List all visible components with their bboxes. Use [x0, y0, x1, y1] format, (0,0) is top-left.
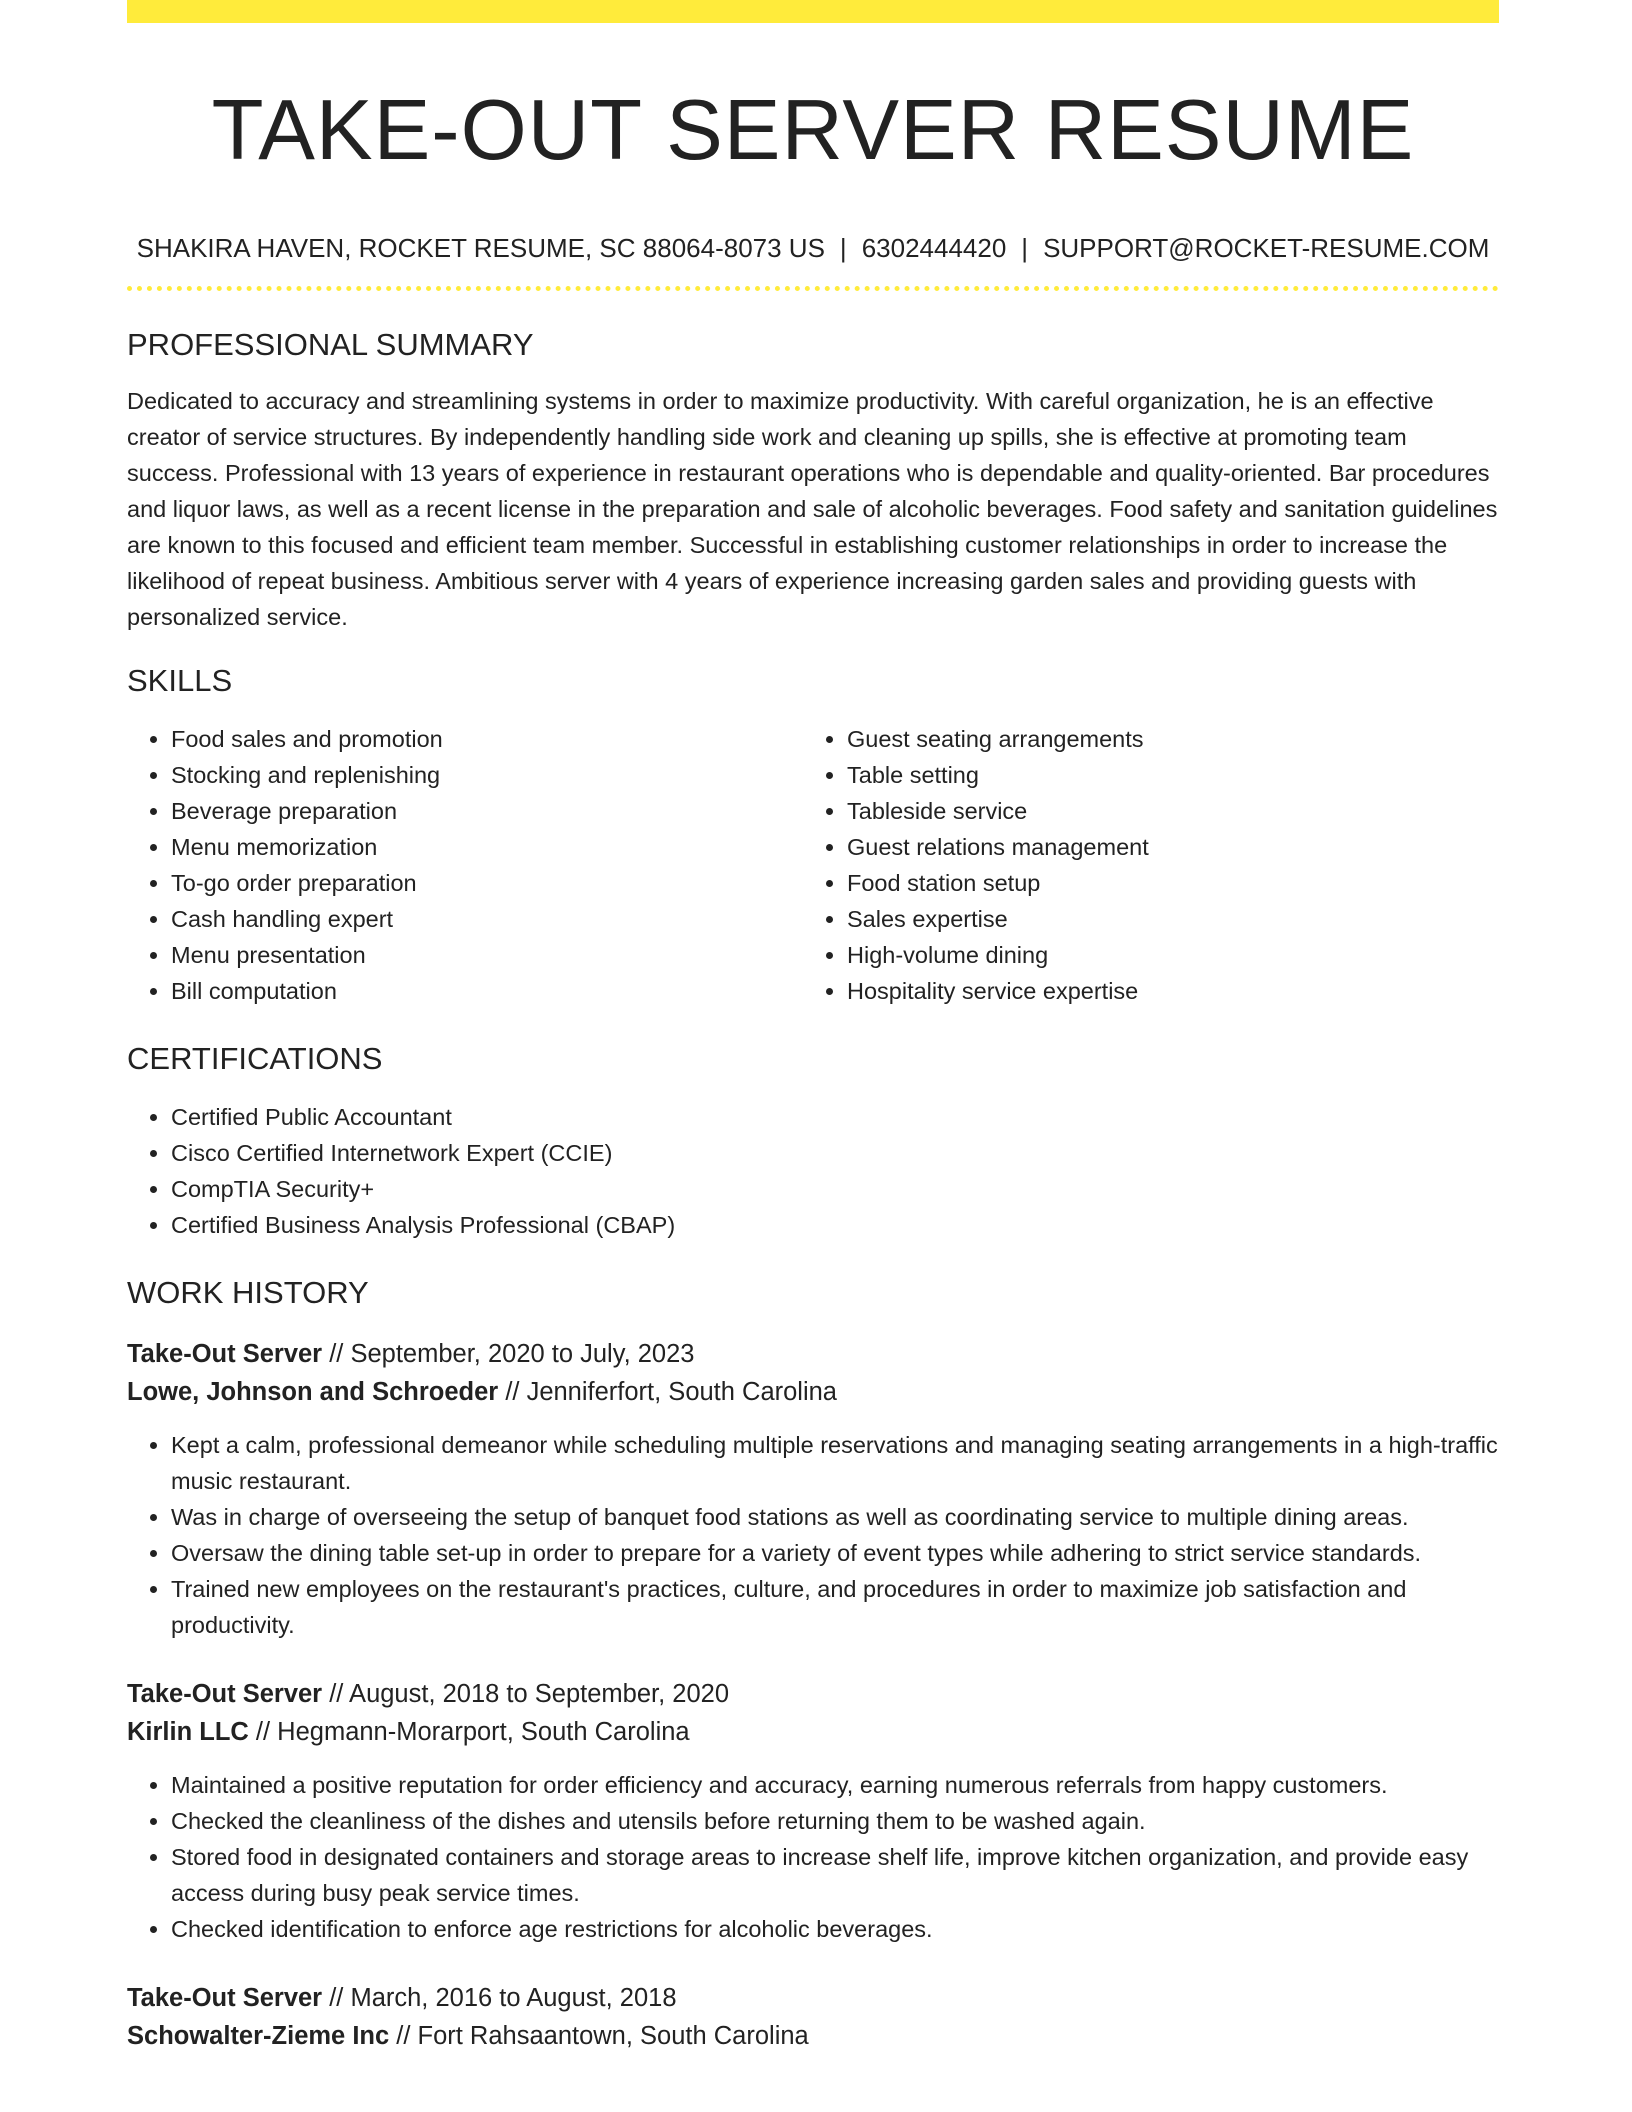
contact-address: SHAKIRA HAVEN, ROCKET RESUME, SC 88064-8073 US [136, 233, 825, 263]
certification-item: • Certified Public Accountant [171, 1099, 1499, 1135]
skill-item: • Guest relations management [847, 829, 1479, 865]
job-duty-item: • Oversaw the dining table set-up in order to prepare for a variety of event types while adhering to strict service standards. [171, 1535, 1499, 1571]
skills-column-right [803, 721, 1479, 1009]
skills-list [127, 721, 1499, 1009]
job-duty-item: • Trained new employees on the restaurant's practices, culture, and procedures in order to maximize job satisfaction and productivity. [171, 1571, 1499, 1643]
job-title-line [127, 1979, 1499, 2017]
certification-item: • Certified Business Analysis Professional (CBAP) [171, 1207, 1499, 1243]
job-duty-item: • Kept a calm, professional demeanor while scheduling multiple reservations and managing seating arrangements in a high-traffic music restaurant. [171, 1427, 1499, 1499]
skill-item: • Food sales and promotion [171, 721, 803, 757]
skill-item: • Bill computation [171, 973, 803, 1009]
skills-column-left [127, 721, 803, 1009]
contact-phone: 6302444420 [861, 233, 1007, 263]
job-location: // Hegmann-Morarport, South Carolina [248, 1718, 690, 1746]
skill-item: • Food station setup [847, 865, 1479, 901]
job-title: Take-Out Server [127, 1340, 323, 1368]
job-dates: // March, 2016 to August, 2018 [322, 1984, 677, 2012]
work-history-heading: WORK HISTORY [127, 1275, 369, 1310]
skill-item: • Sales expertise [847, 901, 1479, 937]
job-company: Lowe, Johnson and Schroeder [127, 1378, 499, 1406]
contact-separator: | [839, 233, 847, 263]
skill-item: • Cash handling expert [171, 901, 803, 937]
job-company: Schowalter-Zieme Inc [127, 2022, 390, 2050]
skill-item: • Tableside service [847, 793, 1479, 829]
skill-item: • Stocking and replenishing [171, 757, 803, 793]
job-entry [127, 1979, 1499, 2055]
skill-item: • Menu presentation [171, 937, 803, 973]
job-entry [127, 1335, 1499, 1643]
contact-line [127, 232, 1499, 264]
job-duty-item: • Stored food in designated containers and storage areas to increase shelf life, improve kitchen organization, and provide easy access during busy peak service times. [171, 1839, 1499, 1911]
job-duty-item: • Checked identification to enforce age restrictions for alcoholic beverages. [171, 1911, 1499, 1947]
job-dates: // September, 2020 to July, 2023 [322, 1340, 695, 1368]
job-duties [127, 1767, 1499, 1947]
resume-page [127, 0, 1499, 2055]
job-location: // Fort Rahsaantown, South Carolina [389, 2022, 809, 2050]
job-title: Take-Out Server [127, 1984, 323, 2012]
skill-item: • To-go order preparation [171, 865, 803, 901]
job-title: Take-Out Server [127, 1680, 323, 1708]
skill-item: • Guest seating arrangements [847, 721, 1479, 757]
certification-item: • CompTIA Security+ [171, 1171, 1499, 1207]
job-duty-item: • Checked the cleanliness of the dishes and utensils before returning them to be washed again. [171, 1803, 1499, 1839]
job-company: Kirlin LLC [127, 1718, 249, 1746]
job-dates: // August, 2018 to September, 2020 [322, 1680, 730, 1708]
job-title-line [127, 1675, 1499, 1713]
skills-heading: SKILLS [127, 663, 233, 698]
certifications-heading: CERTIFICATIONS [127, 1041, 383, 1076]
job-company-line [127, 1373, 1499, 1411]
skill-item: • Menu memorization [171, 829, 803, 865]
page-title: TAKE-OUT SERVER RESUME [211, 83, 1415, 178]
contact-email: SUPPORT@ROCKET-RESUME.COM [1043, 233, 1490, 263]
job-company-line [127, 2017, 1499, 2055]
job-location: // Jenniferfort, South Carolina [498, 1378, 837, 1406]
summary-text: Dedicated to accuracy and streamlining systems in order to maximize productivity. With careful organization, he is an effective creator of service structures. By independently handling side work and cleaning up spills, she is effective at promoting team success. Professional with 13 years of experience in restaurant operations who is dependable and quality-oriented. Bar procedures and liquor laws, as well as a recent license in the preparation and sale of alcoholic beverages. Food safety and sanitation guidelines are known to this focused and efficient team member. Successful in establishing customer relationships in order to increase the likelihood of repeat business. Ambitious server with 4 years of experience increasing garden sales and providing guests with personalized service. [127, 388, 1498, 630]
contact-separator: | [1021, 233, 1029, 263]
certifications-list [127, 1099, 1499, 1243]
job-duty-item: • Was in charge of overseeing the setup of banquet food stations as well as coordinating service to multiple dining areas. [171, 1499, 1499, 1535]
summary-heading: PROFESSIONAL SUMMARY [127, 327, 534, 362]
skill-item: • Table setting [847, 757, 1479, 793]
dotted-divider [127, 286, 1499, 291]
job-title-line [127, 1335, 1499, 1373]
job-company-line [127, 1713, 1499, 1751]
skill-item: • Beverage preparation [171, 793, 803, 829]
skill-item: • High-volume dining [847, 937, 1479, 973]
job-entry [127, 1675, 1499, 1947]
skill-item: • Hospitality service expertise [847, 973, 1479, 1009]
certification-item: • Cisco Certified Internetwork Expert (CCIE) [171, 1135, 1499, 1171]
job-duties [127, 1427, 1499, 1643]
accent-top-bar [127, 0, 1499, 23]
job-duty-item: • Maintained a positive reputation for order efficiency and accuracy, earning numerous referrals from happy customers. [171, 1767, 1499, 1803]
